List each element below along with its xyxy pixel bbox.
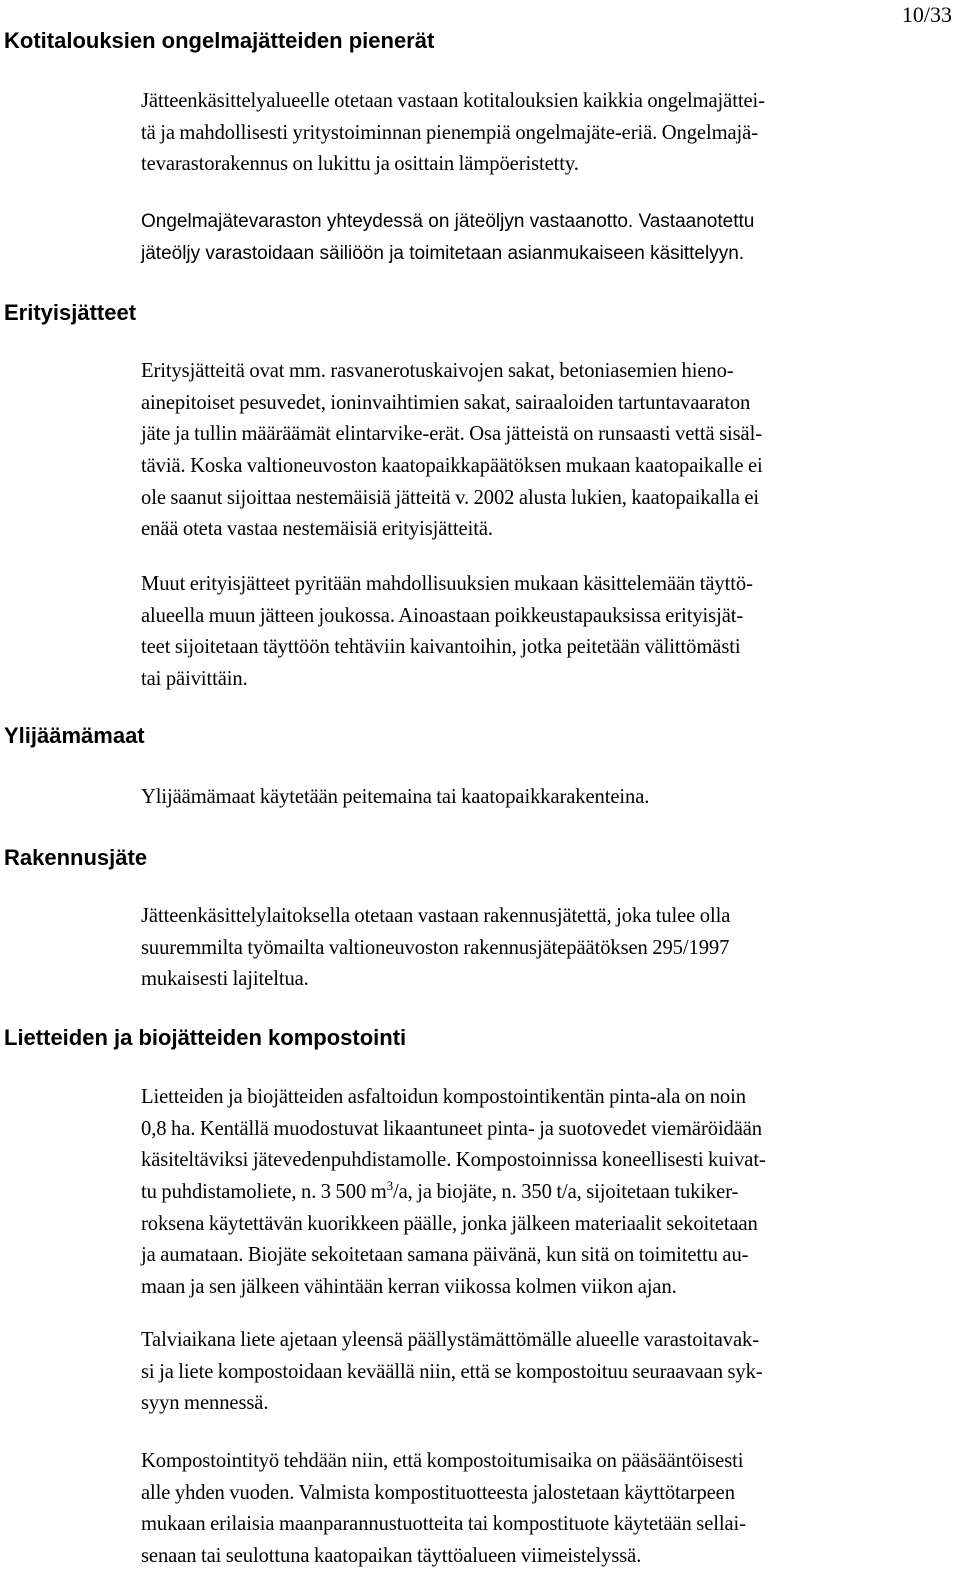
paragraph-talviaikana <box>141 1325 953 1420</box>
paragraph-kompostointityo <box>141 1446 953 1573</box>
paragraph-jateoljy <box>141 206 953 269</box>
text-line: Kompostointityö tehdään niin, että kompostoitumisaika on pääsääntöisesti <box>141 1450 744 1472</box>
text-line: Lietteiden ja biojätteiden asfaltoidun kompostointikentän pinta-ala on noin <box>141 1086 746 1108</box>
text-line: 0,8 ha. Kentällä muodostuvat likaantuneet pinta- ja suotovedet viemäröidään <box>141 1117 762 1140</box>
paragraph-ylijaamamaat <box>141 782 953 814</box>
text-line: Talviaikana liete ajetaan yleensä päällystämättömälle alueelle varastoitavak- <box>141 1329 759 1351</box>
text-line: syyn mennessä. <box>141 1392 269 1415</box>
text-line: ja aumataan. Biojäte sekoitetaan samana päivänä, kun sitä on toimitettu au- <box>141 1244 749 1267</box>
text-line: käsiteltäviksi jätevedenpuhdistamolle. Kompostoinnissa koneellisesti kuivat- <box>141 1149 766 1172</box>
text-line: Jätteenkäsittelyalueelle otetaan vastaan kotitalouksien kaikkia ongelmajättei- <box>141 90 765 112</box>
text-line: jäteöljy varastoidaan säiliöön ja toimitetaan asianmukaiseen käsittelyyn. <box>141 242 745 264</box>
section-heading-kotitalouksien: Kotitalouksien ongelmajätteiden pienerät <box>4 28 435 53</box>
superscript: 3 <box>386 1178 394 1194</box>
section-heading-kompostointi: Lietteiden ja biojätteiden kompostointi <box>4 1025 407 1050</box>
text-line: Jätteenkäsittelylaitoksella otetaan vastaan rakennusjätettä, joka tulee olla <box>141 905 731 927</box>
text-line: suuremmilta työmailta valtioneuvoston rakennusjätepäätöksen 295/1997 <box>141 936 730 959</box>
text-segment: tu puhdistamoliete, n. 3 500 m <box>141 1181 387 1204</box>
text-line: Ongelmajätevaraston yhteydessä on jäteöljyn vastaanotto. Vastaanotettu <box>141 211 755 232</box>
text-line: enää oteta vastaa nestemäisiä erityisjätteitä. <box>141 518 493 541</box>
text-line: alle yhden vuoden. Valmista kompostituotteesta jalostetaan käyttötarpeen <box>141 1481 735 1504</box>
section-heading-ylijaamamaat: Ylijäämämaat <box>4 723 145 748</box>
text-line: jäte ja tullin määräämät elintarvike-erät. Osa jätteistä on runsaasti vettä sisäl- <box>141 423 762 446</box>
text-line: mukaisesti lajiteltua. <box>141 968 309 991</box>
paragraph-muut-erityisjatteet <box>141 569 953 696</box>
text-line: senaan tai seulottuna kaatopaikan täyttöalueen viimeistelyssä. <box>141 1545 642 1568</box>
text-line: ainepitoiset pesuvedet, ioninvaihtimien sakat, sairaaloiden tartuntavaaraton <box>141 391 751 414</box>
text-line: Ylijäämämaat käytetään peitemaina tai kaatopaikkarakenteina. <box>141 786 650 808</box>
text-line: Muut erityisjätteet pyritään mahdollisuuksien mukaan käsittelemään täyttö- <box>141 573 753 595</box>
text-segment: /a, ja biojäte, n. 350 t/a, sijoitetaan tukiker- <box>393 1181 739 1204</box>
page-number: 10/33 <box>901 2 952 27</box>
paragraph-kompostointikentta <box>141 1082 953 1304</box>
paragraph-eritysjatteet <box>141 356 953 546</box>
text-line: täviä. Koska valtioneuvoston kaatopaikkapäätöksen mukaan kaatopaikalle ei <box>141 455 763 478</box>
text-line: tevarastorakennus on lukittu ja osittain lämpöeristetty. <box>141 153 579 176</box>
text-line: roksena käytettävän kuorikkeen päälle, jonka jälkeen materiaalit sekoitetaan <box>141 1212 758 1235</box>
paragraph-ongelmajatteet <box>141 86 953 181</box>
text-line: ole saanut sijoittaa nestemäisiä jätteitä v. 2002 alusta lukien, kaatopaikalla ei <box>141 486 760 509</box>
text-line: mukaan erilaisia maanparannustuotteita tai kompostituote käytetään sellai- <box>141 1513 746 1536</box>
paragraph-rakennusjate <box>141 901 953 996</box>
section-heading-rakennusjate: Rakennusjäte <box>4 845 148 870</box>
section-heading-erityisjatteet: Erityisjätteet <box>4 300 137 325</box>
text-line: Eritysjätteitä ovat mm. rasvanerotuskaivojen sakat, betoniasemien hieno- <box>141 360 734 382</box>
text-line: si ja liete kompostoidaan keväällä niin, että se kompostoituu seuraavaan syk- <box>141 1360 763 1383</box>
text-line: alueella muun jätteen joukossa. Ainoastaan poikkeustapauksissa erityisjät- <box>141 604 744 627</box>
text-line: teet sijoitetaan täyttöön tehtäviin kaivantoihin, jotka peitetään välittömästi <box>141 636 741 659</box>
text-line <box>141 1177 953 1209</box>
text-line: tai päivittäin. <box>141 668 248 691</box>
text-line: tä ja mahdollisesti yritystoiminnan pienempiä ongelmajäte-eriä. Ongelmajä- <box>141 121 758 144</box>
text-line: maan ja sen jälkeen vähintään kerran viikossa kolmen viikon ajan. <box>141 1276 677 1299</box>
